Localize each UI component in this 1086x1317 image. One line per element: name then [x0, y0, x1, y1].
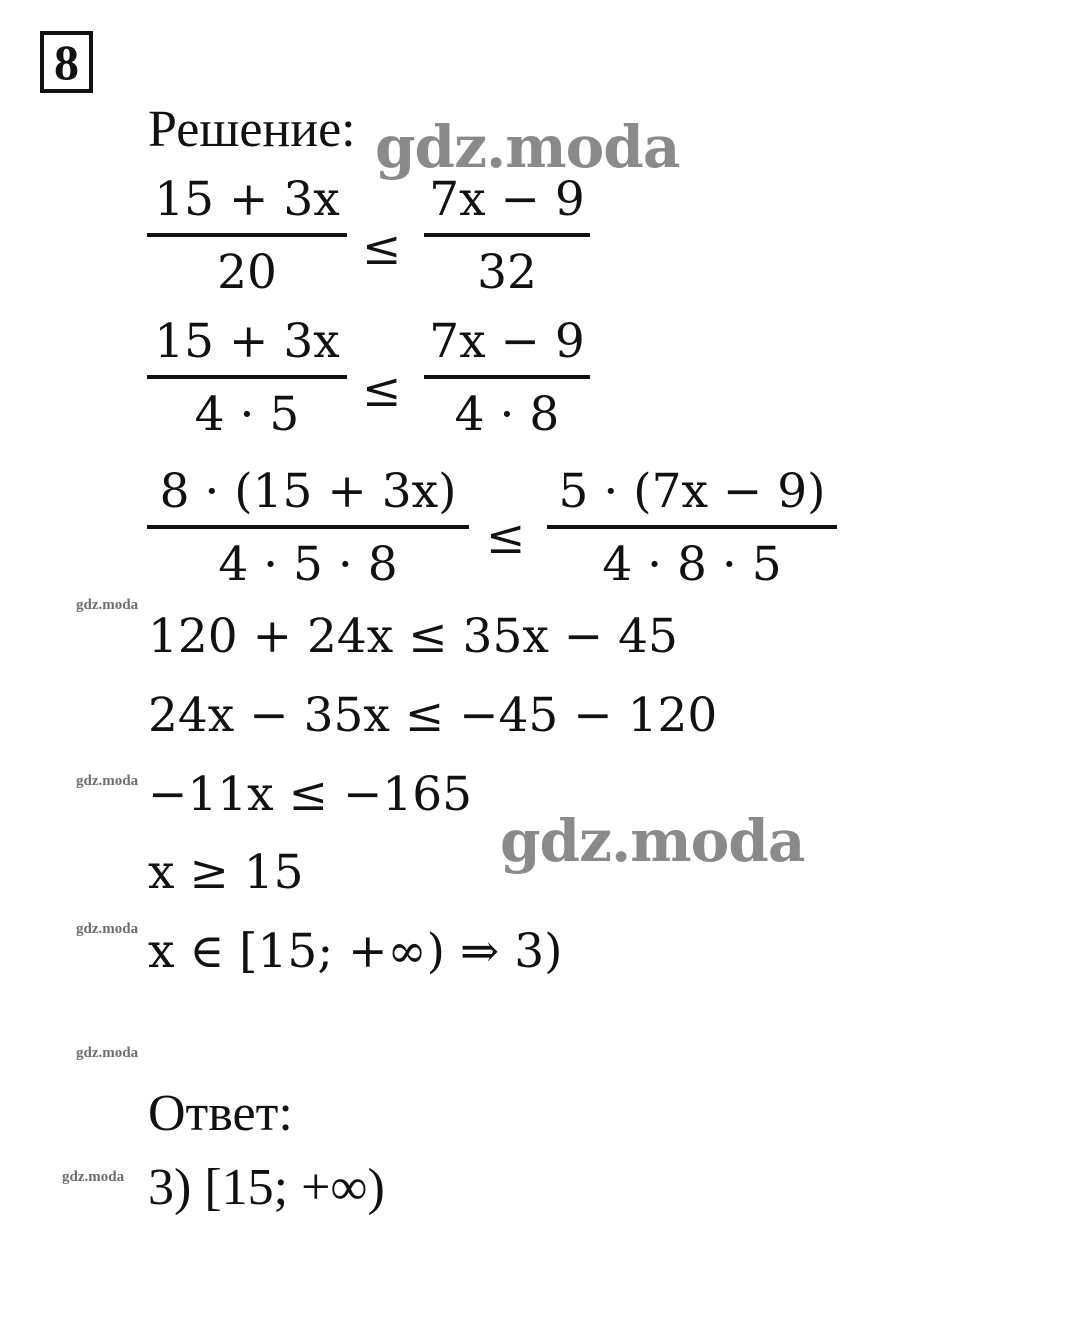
task-number-box: [40, 31, 93, 93]
step3-relation: ≤: [486, 510, 526, 565]
watermark-small: gdz.moda: [76, 773, 139, 789]
watermark-large: gdz.moda: [500, 807, 805, 875]
answer-value: 3) [15; +∞): [148, 1159, 385, 1216]
answer-label: Ответ:: [148, 1085, 293, 1142]
watermark-small: gdz.moda: [76, 597, 139, 613]
watermark-small: gdz.moda: [62, 1169, 125, 1185]
step2-left-denominator: 4 · 5: [194, 387, 300, 442]
step3-right-fraction: [547, 464, 837, 592]
step2-right-denominator: 4 · 8: [454, 387, 560, 442]
fraction-bar: [424, 375, 590, 379]
fraction-bar: [147, 233, 347, 237]
step2-left-fraction: [147, 314, 347, 442]
step4-line: 120 + 24x ≤ 35x − 45: [148, 609, 678, 664]
step8-line: x ∈ [15; +∞) ⇒ 3): [148, 924, 563, 979]
watermark-small: gdz.moda: [76, 1045, 139, 1061]
step1-right-numerator: 7x − 9: [429, 172, 585, 227]
step2-left-numerator: 15 + 3x: [154, 314, 340, 369]
step1-relation: ≤: [362, 221, 402, 276]
step3-right-numerator: 5 · (7x − 9): [558, 464, 826, 519]
step1-left-numerator: 15 + 3x: [154, 172, 340, 227]
task-number: 8: [54, 34, 79, 90]
step1-right-fraction: [424, 172, 590, 300]
step1-left-fraction: [147, 172, 347, 300]
step2-relation: ≤: [362, 363, 402, 418]
step5-line: 24x − 35x ≤ −45 − 120: [148, 688, 718, 743]
fraction-bar: [424, 233, 590, 237]
fraction-bar: [147, 375, 347, 379]
step3-left-numerator: 8 · (15 + 3x): [159, 464, 457, 519]
watermark-large: gdz.moda: [375, 113, 680, 181]
step6-line: −11x ≤ −165: [148, 767, 473, 822]
fraction-bar: [547, 525, 837, 529]
step7-line: x ≥ 15: [148, 845, 304, 900]
step1-left-denominator: 20: [217, 245, 277, 300]
step3-left-fraction: [147, 464, 469, 592]
step3-right-denominator: 4 · 8 · 5: [602, 537, 782, 592]
step3-left-denominator: 4 · 5 · 8: [218, 537, 398, 592]
solution-label: Решение:: [148, 101, 356, 158]
watermark-small: gdz.moda: [76, 921, 139, 937]
step2-right-fraction: [424, 314, 590, 442]
step1-right-denominator: 32: [477, 245, 537, 300]
step2-right-numerator: 7x − 9: [429, 314, 585, 369]
fraction-bar: [147, 525, 469, 529]
